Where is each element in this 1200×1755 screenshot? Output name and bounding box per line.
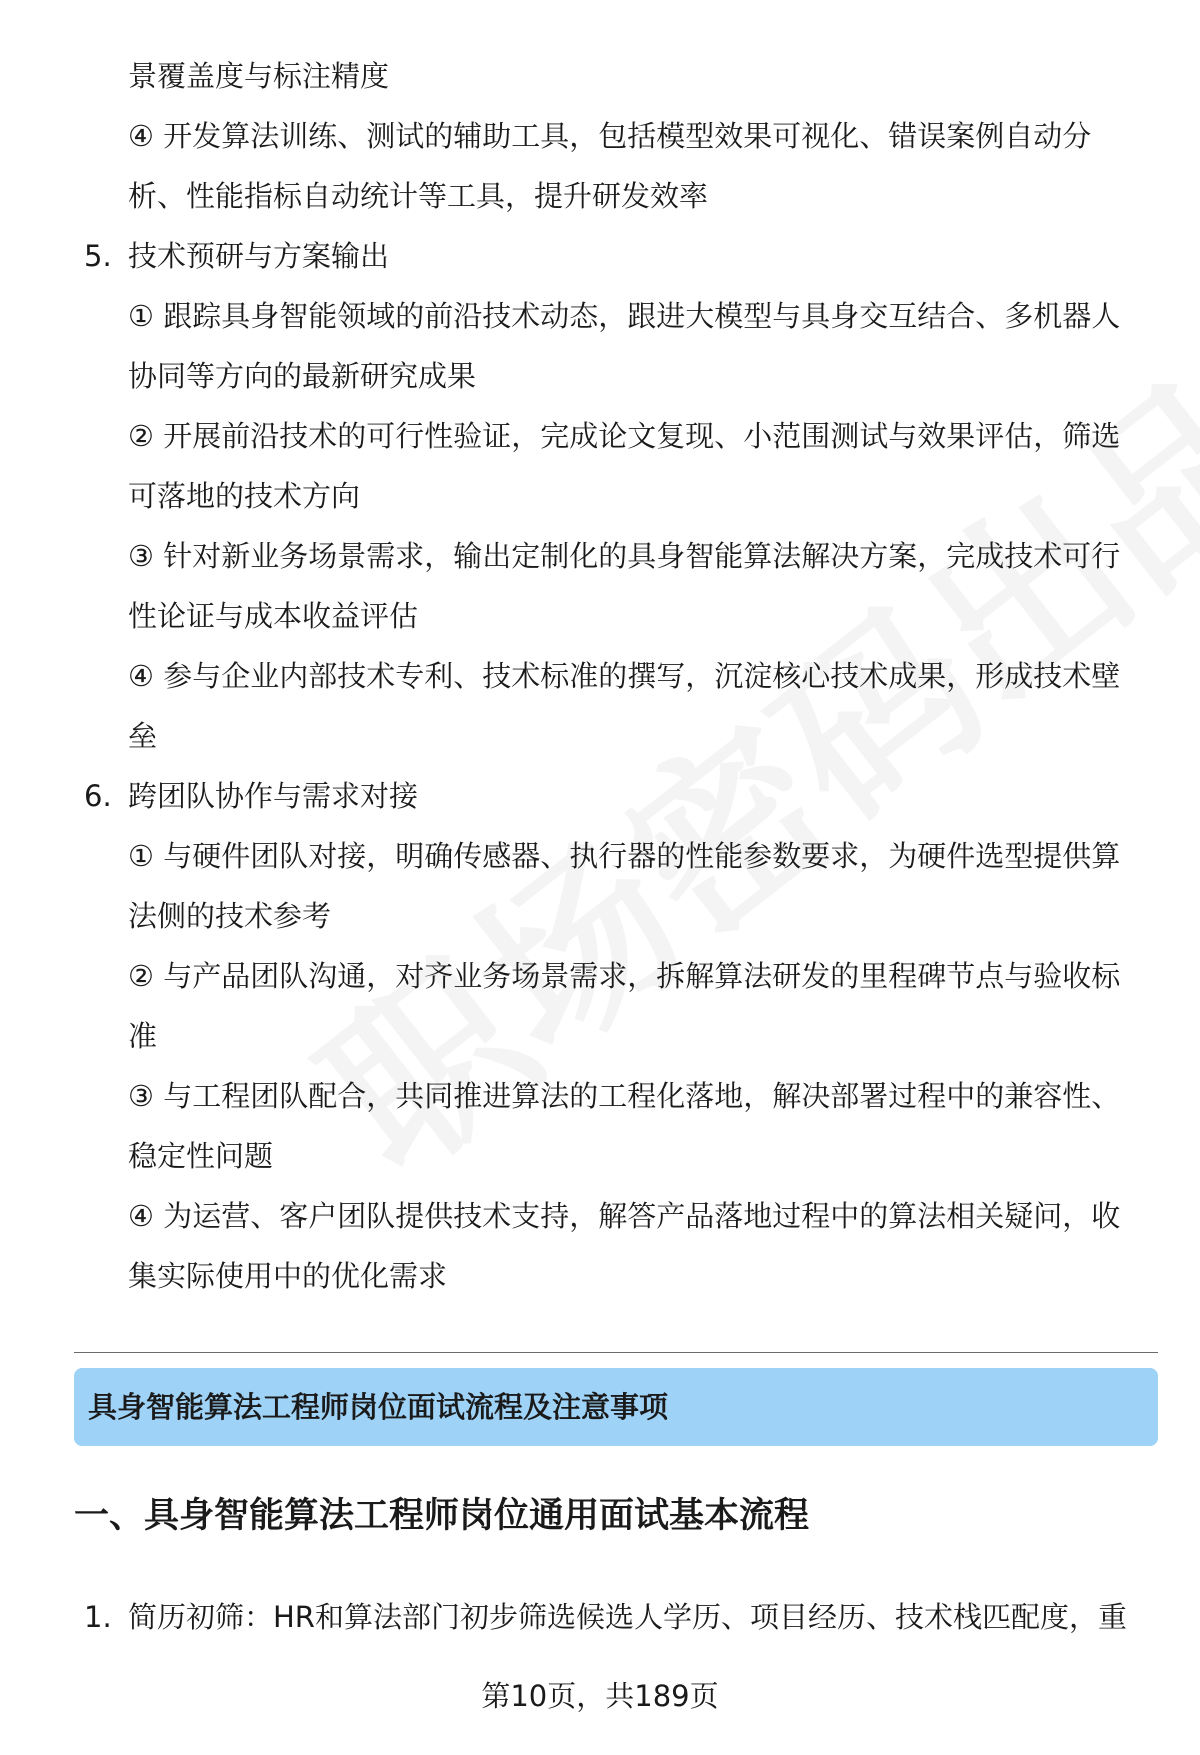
section-divider [74, 1352, 1158, 1353]
list-number: 6. [84, 779, 112, 813]
body-line: 协同等方向的最新研究成果 [128, 359, 477, 393]
list-item-title: 技术预研与方案输出 [128, 239, 390, 273]
list-number: 5. [84, 239, 112, 273]
list-item-title: 跨团队协作与需求对接 [128, 779, 419, 813]
body-line: ④ 参与企业内部技术专利、技术标准的撰写，沉淀核心技术成果，形成技术壁 [128, 659, 1121, 693]
body-line: ② 开展前沿技术的可行性验证，完成论文复现、小范围测试与效果评估，筛选 [128, 419, 1121, 453]
body-line: 稳定性问题 [128, 1139, 274, 1173]
body-line: 垒 [128, 719, 158, 753]
body-line: ① 跟踪具身智能领域的前沿技术动态，跟进大模型与具身交互结合、多机器人 [128, 299, 1121, 333]
page-footer: 第10页，共189页 [481, 1679, 719, 1713]
body-line: ① 与硬件团队对接，明确传感器、执行器的性能参数要求，为硬件选型提供算 [128, 839, 1121, 873]
body-line: 法侧的技术参考 [128, 899, 332, 933]
list-item-text: 简历初筛：HR和算法部门初步筛选候选人学历、项目经历、技术栈匹配度，重 [128, 1600, 1127, 1634]
body-line: 景覆盖度与标注精度 [128, 59, 390, 93]
body-line: 集实际使用中的优化需求 [128, 1259, 448, 1293]
section-heading: 一、具身智能算法工程师岗位通用面试基本流程 [74, 1496, 810, 1536]
body-line: ③ 针对新业务场景需求，输出定制化的具身智能算法解决方案，完成技术可行 [128, 539, 1121, 573]
banner-title: 具身智能算法工程师岗位面试流程及注意事项 [88, 1390, 669, 1424]
section-banner [74, 1368, 1158, 1446]
body-line: 性论证与成本收益评估 [128, 599, 419, 633]
body-line: ③ 与工程团队配合，共同推进算法的工程化落地，解决部署过程中的兼容性、 [128, 1079, 1121, 1113]
list-number: 1. [84, 1600, 112, 1634]
body-line: ② 与产品团队沟通，对齐业务场景需求，拆解算法研发的里程碑节点与验收标 [128, 959, 1121, 993]
body-line: ④ 为运营、客户团队提供技术支持，解答产品落地过程中的算法相关疑问，收 [128, 1199, 1121, 1233]
body-line: 可落地的技术方向 [128, 479, 361, 513]
body-line: 准 [128, 1019, 158, 1053]
body-line: ④ 开发算法训练、测试的辅助工具，包括模型效果可视化、错误案例自动分 [128, 119, 1092, 153]
body-line: 析、性能指标自动统计等工具，提升研发效率 [128, 179, 709, 213]
